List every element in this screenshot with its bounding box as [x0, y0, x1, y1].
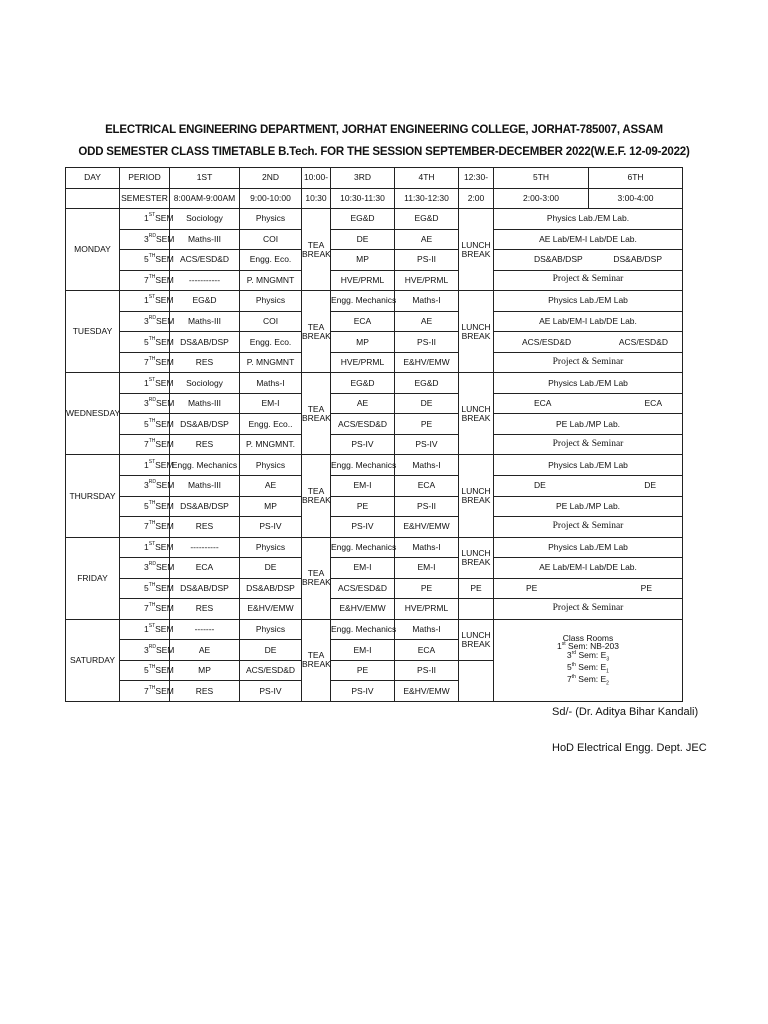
lunch-break: LUNCH BREAK [459, 455, 494, 537]
tea-break: TEA BREAK [302, 619, 331, 701]
semester-label: 7TH SEM [120, 352, 170, 373]
class-cell: RES [170, 517, 240, 538]
class-cell: Maths-I [395, 455, 459, 476]
document-title: ELECTRICAL ENGINEERING DEPARTMENT, JORHAT ENGINEERING COLLEGE, JORHAT-785007, ASSAM [105, 124, 663, 136]
project-seminar-cell: Project & Seminar [494, 517, 683, 538]
timetable [65, 167, 683, 702]
class-cell: PS-IV [331, 434, 395, 455]
table-row [66, 393, 683, 414]
project-seminar-cell: Project & Seminar [494, 352, 683, 373]
tea-break: TEA BREAK [302, 455, 331, 537]
day-name: SATURDAY [66, 619, 120, 701]
table-row [66, 270, 683, 291]
lunch-break: LUNCH BREAK [459, 619, 494, 660]
semester-label: 3RD SEM [120, 475, 170, 496]
class-cell: Maths-III [170, 229, 240, 250]
class-cell: Engg. Mechanics [331, 619, 395, 640]
class-cell [459, 599, 494, 620]
class-cell: Physics [240, 209, 302, 230]
semester-label: 5TH SEM [120, 660, 170, 681]
class-cell: HVE/PRML [395, 270, 459, 291]
day-name: TUESDAY [66, 291, 120, 373]
project-seminar-cell: Project & Seminar [494, 270, 683, 291]
class-rooms-box [494, 619, 683, 701]
class-room-line: 5th Sem: $E_1$ [567, 662, 609, 675]
class-cell: Engg. Eco.. [240, 414, 302, 435]
class-cell: P. MNGMNT [240, 352, 302, 373]
tea-break: TEA BREAK [302, 291, 331, 373]
class-cell: HVE/PRML [331, 352, 395, 373]
class-cell: EG&D [331, 373, 395, 394]
lunch-break: LUNCH BREAK [459, 291, 494, 373]
period-1-time: 8:00AM-9:00AM [170, 188, 240, 209]
class-room-line: 7th Sem: $E_2$ [567, 674, 609, 687]
class-cell: AE [170, 640, 240, 661]
period-3-time: 10:30-11:30 [331, 188, 395, 209]
lab-cell: ACS/ESD&D ACS/ESD&D [494, 332, 683, 353]
class-cell: HVE/PRML [331, 270, 395, 291]
period-4-header: 4TH [395, 168, 459, 189]
period-5-time: 2:00-3:00 [494, 188, 589, 209]
table-row [66, 352, 683, 373]
class-cell: DE [395, 393, 459, 414]
class-cell: Engg. Mechanics [331, 537, 395, 558]
period-1-header: 1ST [170, 168, 240, 189]
lab-cell: PE Lab./MP Lab. [494, 496, 683, 517]
class-cell: PS-IV [331, 681, 395, 702]
class-room-line: 3rd Sem: $E_3$ [566, 650, 610, 664]
class-cell: E&HV/EMW [331, 599, 395, 620]
class-cell: P. MNGMNT. [240, 434, 302, 455]
class-cell: MP [331, 332, 395, 353]
lab-cell: AE Lab/EM-I Lab/DE Lab. [494, 311, 683, 332]
period-6-time: 3:00-4:00 [589, 188, 683, 209]
semester-label: 3RD SEM [120, 640, 170, 661]
lunch-break: LUNCH BREAK [459, 373, 494, 455]
semester-header: SEMESTER [120, 188, 170, 209]
lunch-time-end: 2:00 [459, 188, 494, 209]
class-cell: RES [170, 681, 240, 702]
class-cell: ECA [331, 311, 395, 332]
class-cell: HVE/PRML [395, 599, 459, 620]
class-cell: P. MNGMNT [240, 270, 302, 291]
class-cell: COI [240, 229, 302, 250]
semester-label: 7TH SEM [120, 681, 170, 702]
table-row [66, 558, 683, 579]
semester-label: 5TH SEM [120, 332, 170, 353]
class-cell: ACS/ESD&D [331, 414, 395, 435]
class-cell: EG&D [170, 291, 240, 312]
class-cell: MP [240, 496, 302, 517]
class-cell: DS&AB/DSP [170, 578, 240, 599]
period-2-header: 2ND [240, 168, 302, 189]
class-cell: DS&AB/DSP [240, 578, 302, 599]
class-cell: ECA [395, 475, 459, 496]
class-cell: Sociology [170, 373, 240, 394]
class-cell: RES [170, 352, 240, 373]
class-cell: RES [170, 434, 240, 455]
semester-label: 7TH SEM [120, 517, 170, 538]
table-row [66, 373, 683, 394]
tea-time-start: 10:00- [302, 168, 331, 189]
lab-cell: ECA ECA [494, 393, 683, 414]
lunch-time-start: 12:30- [459, 168, 494, 189]
class-cell: ------- [170, 619, 240, 640]
day-name: MONDAY [66, 209, 120, 291]
class-cell: Engg. Eco. [240, 250, 302, 271]
class-room-line: 1st Sem: NB-203 [556, 641, 619, 652]
semester-label: 1ST SEM [120, 373, 170, 394]
class-cell: RES [170, 599, 240, 620]
class-cell: Physics [240, 455, 302, 476]
lunch-break: LUNCH BREAK [459, 209, 494, 291]
class-cell: Engg. Mechanics [170, 455, 240, 476]
table-row [66, 475, 683, 496]
class-cell: DS&AB/DSP [170, 496, 240, 517]
class-cell: MP [331, 250, 395, 271]
lab-cell: Physics Lab./EM Lab [494, 537, 683, 558]
header-row [66, 168, 683, 189]
class-cell: PE [331, 496, 395, 517]
class-cell: DE [331, 229, 395, 250]
blank-cell [66, 188, 120, 209]
semester-label: 1ST SEM [120, 209, 170, 230]
blank-cell [459, 660, 494, 701]
class-cell: Engg. Eco. [240, 332, 302, 353]
lab-cell: DS&AB/DSP DS&AB/DSP [494, 250, 683, 271]
class-cell: ECA [170, 558, 240, 579]
semester-label: 1ST SEM [120, 455, 170, 476]
period-3-header: 3RD [331, 168, 395, 189]
class-cell: DS&AB/DSP [170, 414, 240, 435]
day-name: WEDNESDAY [66, 373, 120, 455]
period-6-header: 6TH [589, 168, 683, 189]
class-cell: AE [240, 475, 302, 496]
semester-label: 1ST SEM [120, 537, 170, 558]
class-cell: Engg. Mechanics [331, 291, 395, 312]
table-row [66, 578, 683, 599]
period-header: PERIOD [120, 168, 170, 189]
table-row [66, 496, 683, 517]
class-cell: E&HV/EMW [395, 517, 459, 538]
table-row [66, 332, 683, 353]
lab-cell: Physics Lab./EM Lab. [494, 209, 683, 230]
semester-label: 5TH SEM [120, 414, 170, 435]
semester-label: 3RD SEM [120, 229, 170, 250]
table-row [66, 250, 683, 271]
tea-break: TEA BREAK [302, 209, 331, 291]
class-cell: E&HV/EMW [395, 352, 459, 373]
semester-label: 7TH SEM [120, 270, 170, 291]
class-cell: PS-IV [331, 517, 395, 538]
lab-cell: AE Lab/EM-I Lab/DE Lab. [494, 558, 683, 579]
class-cell: ----------- [170, 270, 240, 291]
semester-label: 5TH SEM [120, 250, 170, 271]
class-cell: PE [395, 414, 459, 435]
class-cell: PS-IV [240, 681, 302, 702]
day-header: DAY [66, 168, 120, 189]
table-row [66, 414, 683, 435]
class-cell: AE [331, 393, 395, 414]
class-cell: Maths-III [170, 475, 240, 496]
semester-label: 7TH SEM [120, 599, 170, 620]
table-row [66, 291, 683, 312]
lab-cell: DE DE [494, 475, 683, 496]
class-cell: PS-II [395, 660, 459, 681]
document-subtitle: ODD SEMESTER CLASS TIMETABLE B.Tech. FOR THE SESSION SEPTEMBER-DECEMBER 2022(W.E.F. 12-09-2022) [78, 146, 690, 158]
table-row [66, 537, 683, 558]
signature-name: Sd/- (Dr. Aditya Bihar Kandali) [552, 706, 699, 718]
day-name: THURSDAY [66, 455, 120, 537]
table-row [66, 434, 683, 455]
class-cell: MP [170, 660, 240, 681]
tea-time-end: 10:30 [302, 188, 331, 209]
lab-cell: Physics Lab./EM Lab [494, 291, 683, 312]
semester-label: 7TH SEM [120, 434, 170, 455]
class-cell: PE [395, 578, 459, 599]
lab-cell: Physics Lab./EM Lab [494, 455, 683, 476]
table-row [66, 209, 683, 230]
class-cell: ECA [395, 640, 459, 661]
class-cell: AE [395, 311, 459, 332]
class-cell: COI [240, 311, 302, 332]
class-cell: Physics [240, 619, 302, 640]
class-cell: Engg. Mechanics [331, 455, 395, 476]
lab-cell: AE Lab/EM-I Lab/DE Lab. [494, 229, 683, 250]
table-row [66, 229, 683, 250]
class-cell: DE [240, 558, 302, 579]
table-row [66, 619, 683, 640]
class-cell: Maths-III [170, 311, 240, 332]
table-row [66, 517, 683, 538]
class-cell: PS-II [395, 496, 459, 517]
class-cell: PS-II [395, 250, 459, 271]
lunch-break: LUNCH BREAK [459, 537, 494, 578]
semester-label: 1ST SEM [120, 619, 170, 640]
period-2-time: 9:00-10:00 [240, 188, 302, 209]
lab-cell: Physics Lab./EM Lab [494, 373, 683, 394]
lab-cell: PE Lab./MP Lab. [494, 414, 683, 435]
class-cell: Maths-I [395, 537, 459, 558]
tea-break: TEA BREAK [302, 373, 331, 455]
class-cell: EM-I [240, 393, 302, 414]
class-cell: Maths-I [395, 291, 459, 312]
class-cell: ACS/ESD&D [240, 660, 302, 681]
class-cell: Maths-I [240, 373, 302, 394]
semester-label: 3RD SEM [120, 393, 170, 414]
class-cell: EG&D [395, 209, 459, 230]
time-row [66, 188, 683, 209]
class-cell: PS-IV [395, 434, 459, 455]
class-cell: DS&AB/DSP [170, 332, 240, 353]
day-name: FRIDAY [66, 537, 120, 619]
table-row [66, 311, 683, 332]
semester-label: 3RD SEM [120, 558, 170, 579]
class-cell: EM-I [331, 475, 395, 496]
class-cell: Physics [240, 537, 302, 558]
tea-break: TEA BREAK [302, 537, 331, 619]
semester-label: 1ST SEM [120, 291, 170, 312]
period-4-time: 11:30-12:30 [395, 188, 459, 209]
semester-label: 3RD SEM [120, 311, 170, 332]
class-cell: E&HV/EMW [240, 599, 302, 620]
project-seminar-cell: Project & Seminar [494, 599, 683, 620]
class-rooms-title: Class Rooms [562, 632, 614, 643]
class-cell: EM-I [395, 558, 459, 579]
signature-designation: HoD Electrical Engg. Dept. JEC [552, 742, 707, 754]
class-cell: EG&D [395, 373, 459, 394]
class-cell: EM-I [331, 558, 395, 579]
class-cell: AE [395, 229, 459, 250]
class-cell: EM-I [331, 640, 395, 661]
class-cell: PE [459, 578, 494, 599]
class-cell: Maths-III [170, 393, 240, 414]
table-row [66, 599, 683, 620]
class-cell: PS-II [395, 332, 459, 353]
class-cell: ACS/ESD&D [331, 578, 395, 599]
class-cell: ---------- [170, 537, 240, 558]
project-seminar-cell: Project & Seminar [494, 434, 683, 455]
table-row [66, 455, 683, 476]
semester-label: 5TH SEM [120, 496, 170, 517]
class-cell: E&HV/EMW [395, 681, 459, 702]
class-cell: Maths-I [395, 619, 459, 640]
class-cell: PS-IV [240, 517, 302, 538]
class-cell: EG&D [331, 209, 395, 230]
class-cell: ACS/ESD&D [170, 250, 240, 271]
class-cell: PE [331, 660, 395, 681]
lab-cell: PE PE [494, 578, 683, 599]
class-cell: DE [240, 640, 302, 661]
period-5-header: 5TH [494, 168, 589, 189]
semester-label: 5TH SEM [120, 578, 170, 599]
class-cell: Sociology [170, 209, 240, 230]
class-cell: Physics [240, 291, 302, 312]
